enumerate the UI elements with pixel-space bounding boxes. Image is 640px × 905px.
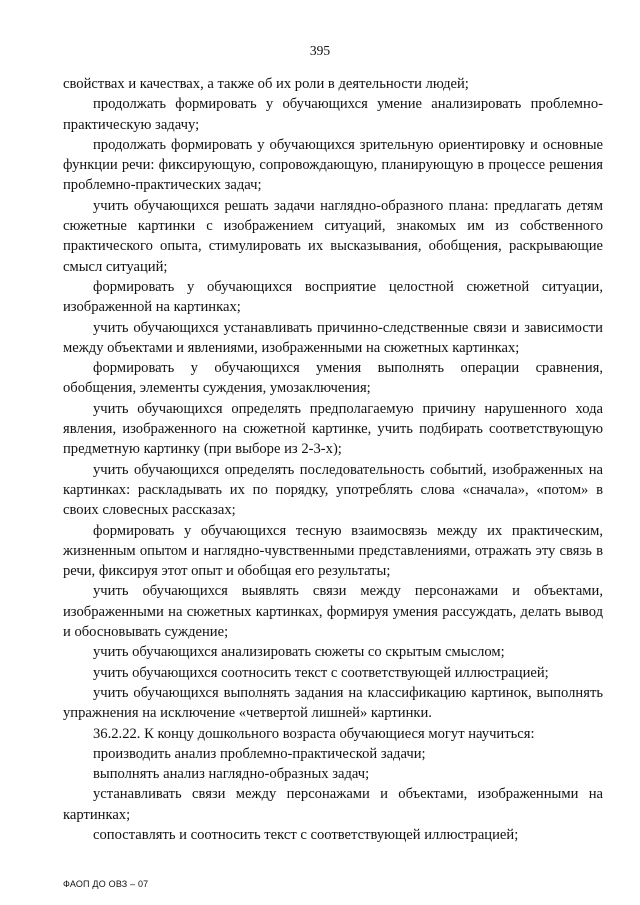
paragraph: устанавливать связи между персонажами и объектами, изображенными на картинках;: [63, 786, 603, 823]
paragraph: учить обучающихся решать задачи наглядно-образного плана: предлагать детям сюжетные картинки с изображением ситуаций, знакомых им из собственного практического опыта, стимулировать их высказывания, обобщения, раскрывающие смысл ситуаций;: [63, 197, 603, 275]
paragraph: продолжать формировать у обучающихся умение анализировать проблемно-практическую задачу;: [63, 96, 603, 133]
paragraph: учить обучающихся соотносить текст с соответствующей иллюстрацией;: [93, 664, 549, 681]
paragraph: учить обучающихся анализировать сюжеты со скрытым смыслом;: [93, 644, 505, 661]
paragraph: учить обучающихся выполнять задания на классификацию картинок, выполнять упражнения на исключение «четвертой лишней» картинки.: [63, 684, 603, 722]
page-footer: ФАОП ДО ОВЗ – 07: [63, 879, 149, 889]
body-text: [63, 74, 603, 845]
paragraph: учить обучающихся устанавливать причинно-следственные связи и зависимости между объектами и явлениями, изображенными на сюжетных картинках;: [63, 319, 603, 356]
section-heading: 36.2.22. К концу дошкольного возраста обучающиеся могут научиться:: [93, 725, 535, 742]
paragraph: формировать у обучающихся умения выполнять операции сравнения, обобщения, элементы суждения, умозаключения;: [63, 360, 603, 397]
page-number: 395: [309, 43, 331, 58]
paragraph: формировать у обучающихся восприятие целостной сюжетной ситуации, изображенной на картинках;: [63, 278, 603, 316]
paragraph: учить обучающихся определять последовательность событий, изображенных на картинках: раскладывать их по порядку, употреблять слова «сначала», «потом» в своих словесных рассказах;: [63, 461, 603, 519]
paragraph: сопоставлять и соотносить текст с соответствующей иллюстрацией;: [93, 826, 519, 843]
paragraph: формировать у обучающихся тесную взаимосвязь между их практическим, жизненным опытом и наглядно-чувственными представлениями, отражать эту связь в речи, фиксируя этот опыт и обобщая его результаты;: [63, 522, 603, 580]
paragraph: свойствах и качествах, а также об их роли в деятельности людей;: [63, 76, 469, 92]
paragraph: учить обучающихся выявлять связи между персонажами и объектами, изображенными на сюжетных картинках, формируя умения рассуждать, делать вывод и обосновывать суждение;: [63, 583, 603, 641]
paragraph: выполнять анализ наглядно-образных задач;: [93, 766, 370, 783]
paragraph: производить анализ проблемно-практической задачи;: [93, 745, 426, 762]
paragraph: учить обучающихся определять предполагаемую причину нарушенного хода явления, изображенного на сюжетной картинке, учить подбирать соответствующую предметную картинку (при выборе из 2-3-х);: [63, 400, 603, 458]
paragraph: продолжать формировать у обучающихся зрительную ориентировку и основные функции речи: фиксирующую, сопровождающую, планирующую в процессе решения проблемно-практических задач;: [63, 136, 603, 194]
